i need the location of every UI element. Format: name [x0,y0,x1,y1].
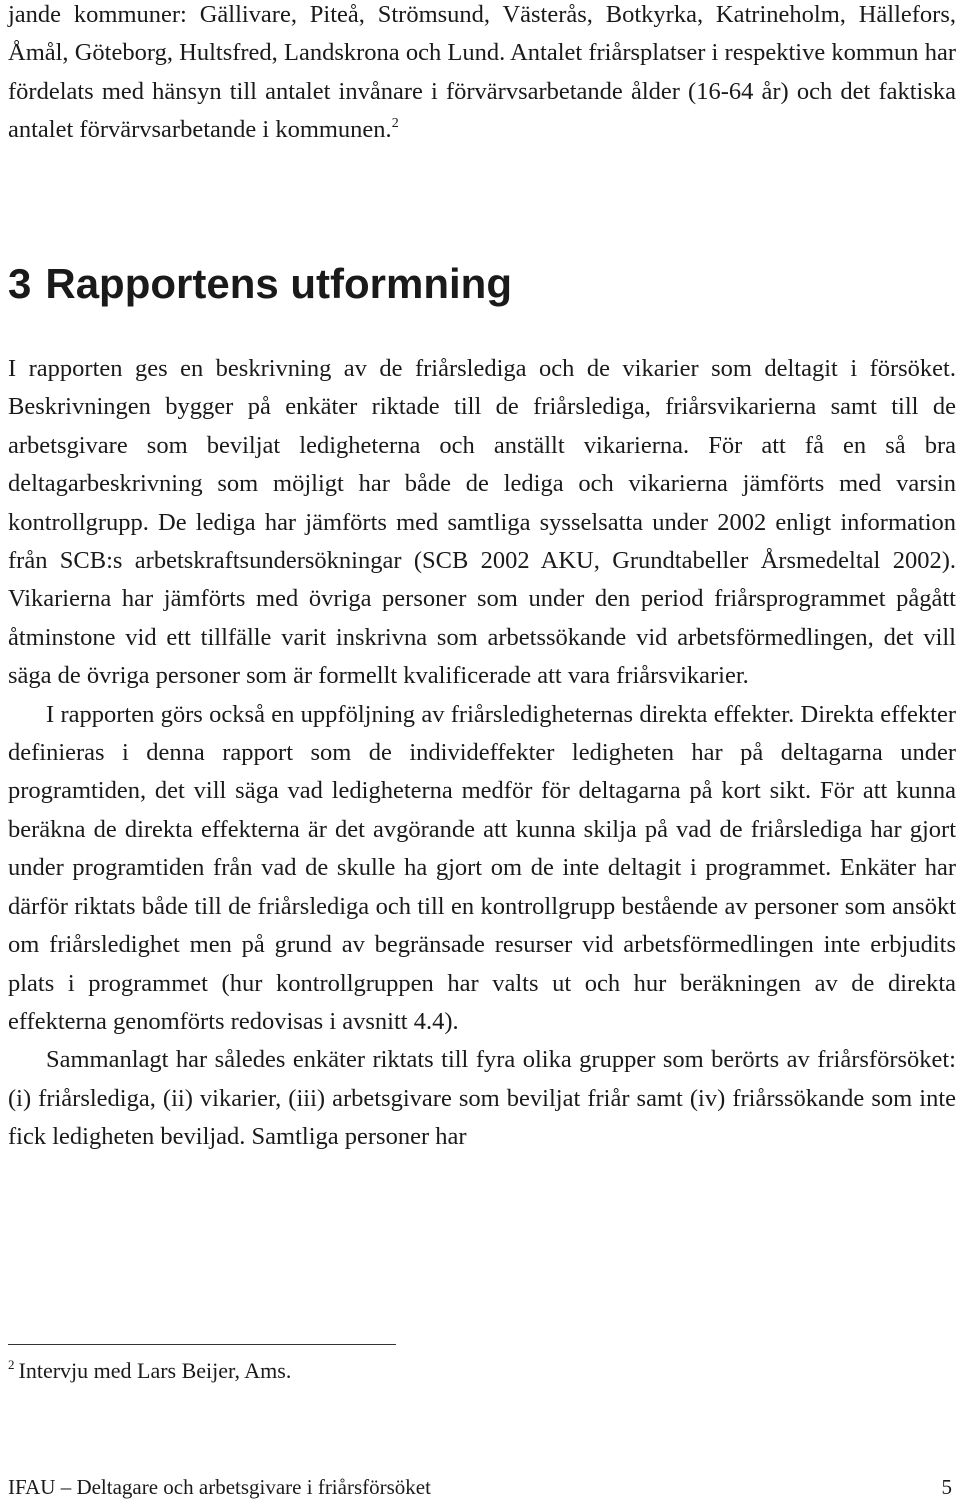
intro-block [8,0,956,150]
page-number: 5 [941,1475,952,1499]
intro-paragraph [8,0,956,150]
footnote-text: Intervju med Lars Beijer, Ams. [18,1358,292,1383]
footnote-number: 2 [8,1357,15,1372]
footnote-ref: 2 [391,116,399,132]
body-paragraph-2: I rapporten görs också en uppföljning av friårsledigheternas direkta effekter. Direkta effekter definieras i denna rapport som de individeffekter ledigheten har på deltagarna under programtiden, det vill säga vad ledigheterna medför för deltagarna på kort sikt. För att kunna beräkna de direkta effekterna är det avgörande att kunna skilja på vad de friårslediga har gjort under programtiden från vad de skulle ha gjort om de inte deltagit i programmet. Enkäter har därför riktats både till de friårslediga och till en kontrollgrupp bestående av personer som ansökt om friårsledighet men på grund av begränsade resurser vid arbetsförmedlingen inte erbjudits plats i programmet (hur kontrollgruppen har valts ut och hur beräkningen av de direkta effekterna genomförts redovisas i avsnitt 4.4). [8,700,956,1035]
footnote-divider [8,1344,396,1345]
section-number: 3 [8,260,32,307]
section-title: Rapportens utformning [45,260,512,307]
footer-title: IFAU – Deltagare och arbetsgivare i friårsförsöket [8,1475,431,1499]
footnote [8,1356,291,1386]
body-paragraph-1: I rapporten ges en beskrivning av de friårslediga och de vikarier som deltagit i försöket. Beskrivningen bygger på enkäter riktade till de friårslediga, friårsvikarierna samt till de arbetsgivare som beviljat ledigheterna och anställt vikarierna. För att få en så bra deltagarbeskrivning som möjligt har både de lediga och vikarierna jämförts med varsin kontrollgrupp. De lediga har jämförts med samtliga sysselsatta under 2002 enligt information från SCB:s arbetskraftsundersökningar (SCB 2002 AKU, Grundtabeller Årsmedeltal 2002). Vikarierna har jämförts med övriga personer som under den period friårsprogrammet pågått åtminstone vid ett tillfälle varit inskrivna som arbetssökande vid arbetsförmedlingen, det vill säga de övriga personer som är formellt kvalificerade att vara friårsvikarier. [8,355,956,690]
intro-text: jande kommuner: Gällivare, Piteå, Strömsund, Västerås, Botkyrka, Katrineholm, Hällefors, Åmål, Göteborg, Hultsfred, Landskrona och Lund. Antalet friårsplatser i respektive kommun har fördelats med hänsyn till antalet invånare i förvärvsarbetande ålder (16-64 år) och det faktiska antalet förvärvsarbetande i kommunen. [8,1,956,144]
section-heading [8,252,512,316]
body-paragraph-3: Sammanlagt har således enkäter riktats till fyra olika grupper som berörts av friårsförsöket: (i) friårslediga, (ii) vikarier, (iii) arbetsgivare som beviljat friår samt (iv) friårssökande som inte fick ledigheten beviljad. Samtliga personer har [8,1046,956,1151]
page-footer [8,1474,952,1500]
body-block [8,350,956,1157]
